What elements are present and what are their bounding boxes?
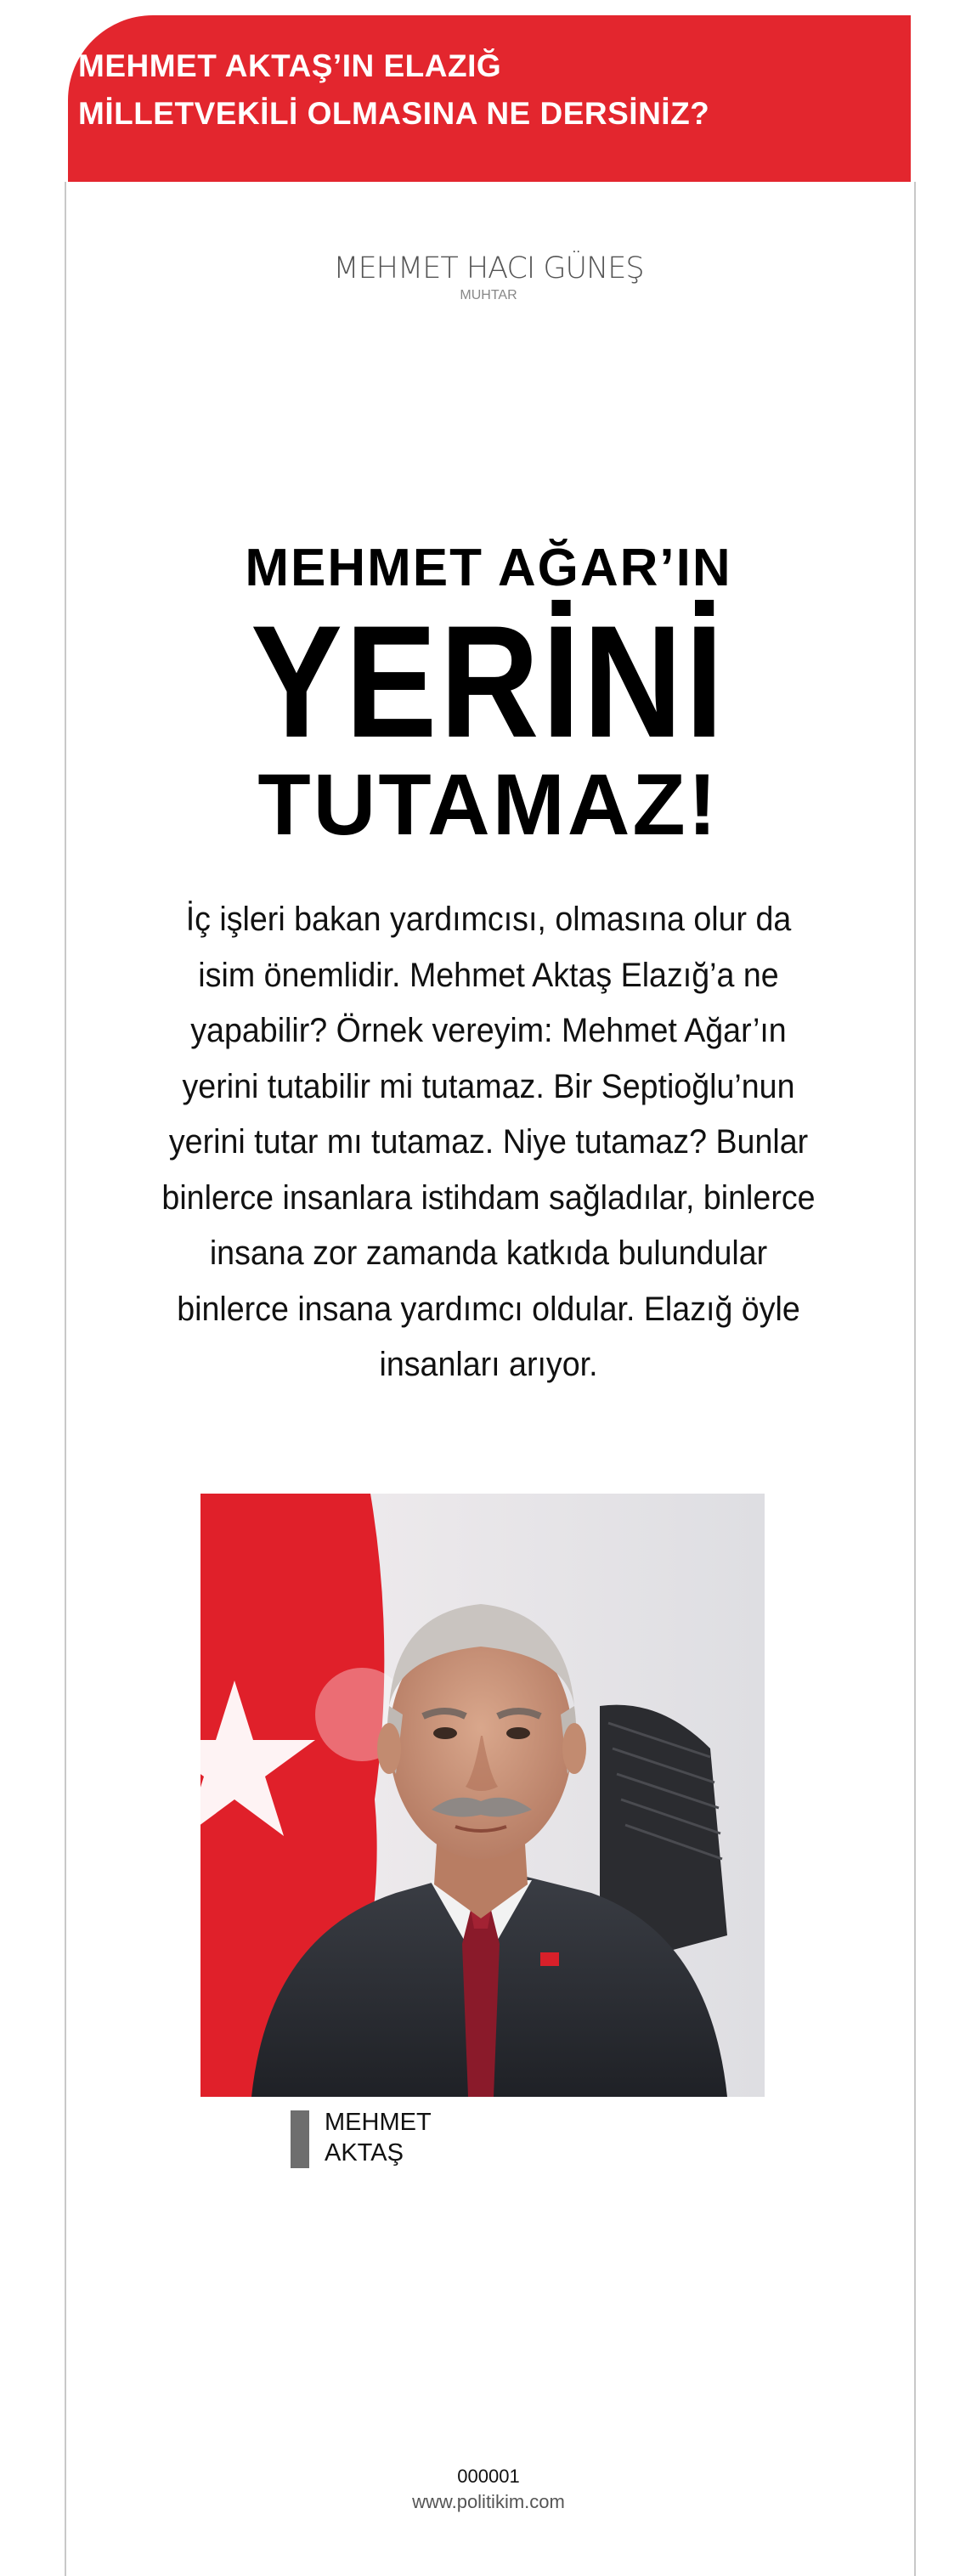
footer-code: 000001: [457, 2466, 520, 2487]
caption-line1: MEHMET: [325, 2109, 432, 2136]
header-title-line1: MEHMET AKTAŞ’IN ELAZIĞ: [78, 48, 502, 83]
footer-url: www.politikim.com: [412, 2491, 565, 2512]
photo-caption: [291, 2107, 460, 2168]
headline-line3: TUTAMAZ!: [257, 756, 720, 853]
caption-text: [325, 2107, 460, 2168]
caption-line2: AKTAŞ: [325, 2139, 404, 2166]
author-name: MEHMET HACI GÜNEŞ: [333, 251, 644, 285]
header-title-line2: MİLLETVEKİLİ OLMASINA NE DERSİNİZ?: [78, 96, 710, 131]
author-block: [0, 250, 977, 304]
headline-line2: YERİNİ: [251, 592, 726, 771]
header-title: [78, 42, 843, 138]
headline-line1: MEHMET AĞAR’IN: [245, 539, 732, 597]
headline: [0, 532, 977, 851]
footer: [0, 2464, 977, 2515]
caption-bar: [291, 2110, 309, 2168]
portrait-photo: [200, 1494, 765, 2097]
author-role: MUHTAR: [460, 288, 517, 302]
body-text: İç işleri bakan yardımcısı, olmasına olur da isim önemlidir. Mehmet Aktaş Elazığ’a ne yapabilir? Örnek vereyim: Mehmet Ağar’ın yerini tutabilir mi tutamaz. Bir Septioğlu’nun yerini tutar mı tutamaz. Niye tutamaz? Bunlar binlerce insanlara istihdam sağladılar, binlerce insana zor zamanda katkıda bulundular binlerce insana yardımcı oldular. Elazığ öyle insanları arıyor.: [161, 901, 816, 1383]
